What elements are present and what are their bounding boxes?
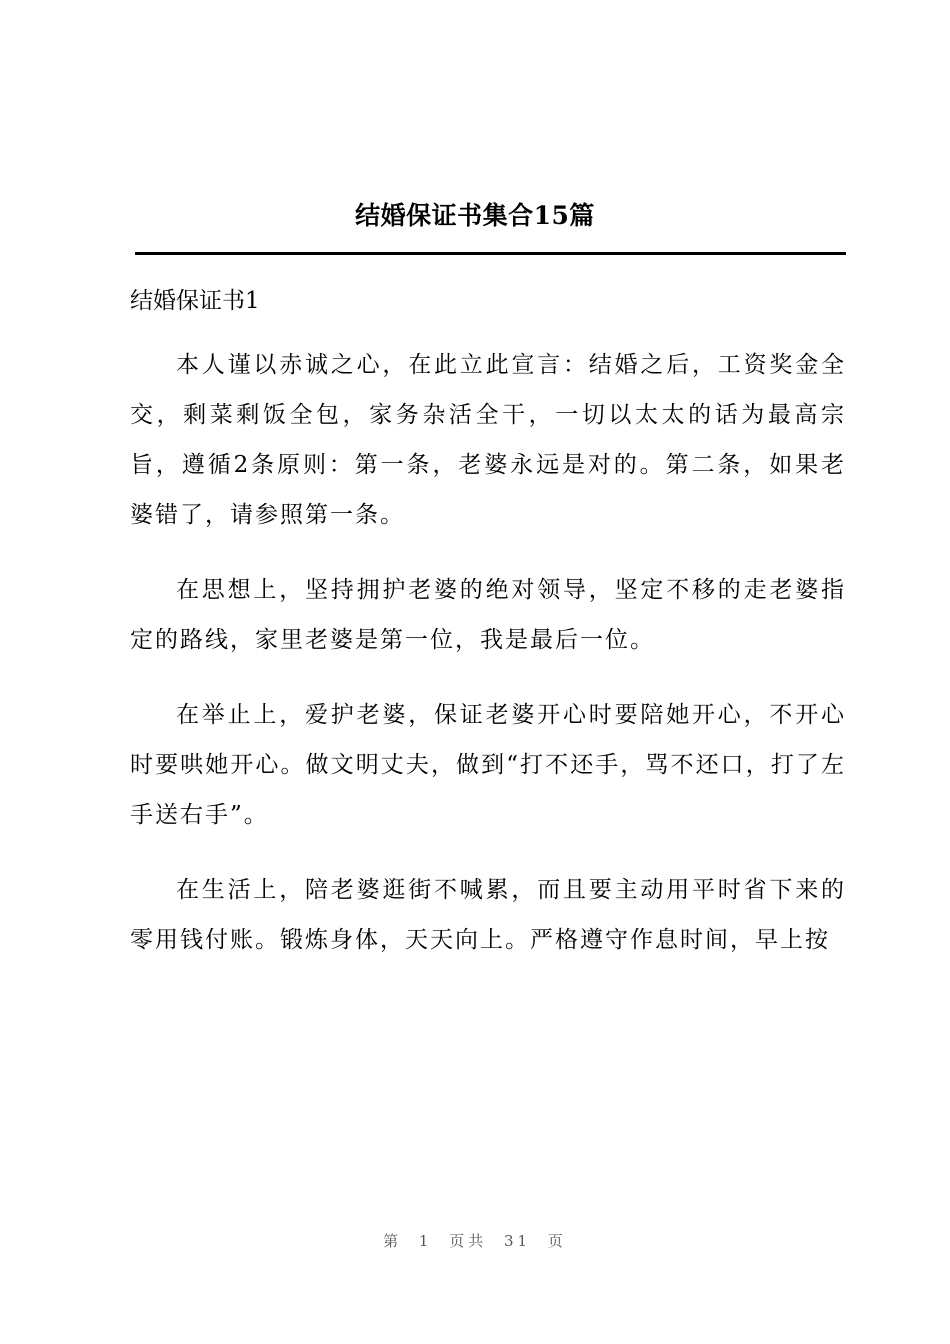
page-number-footer: 第 1 页共 31 页 bbox=[383, 1232, 567, 1250]
paragraph: 本人谨以赤诚之心，在此立此宣言：结婚之后，工资奖金全交，剩菜剩饭全包，家务杂活全干，一切以太太的话为最高宗旨，遵循2条原则：第一条，老婆永远是对的。第二条，如果老婆错了，请参照第一条。 bbox=[130, 352, 846, 528]
document-body bbox=[130, 340, 846, 990]
title-divider bbox=[135, 252, 846, 255]
document-title: 结婚保证书集合15篇 bbox=[355, 201, 595, 230]
section-heading: 结婚保证书1 bbox=[130, 288, 260, 314]
paragraph: 在生活上，陪老婆逛街不喊累，而且要主动用平时省下来的零用钱付账。锻炼身体，天天向上。严格遵守作息时间，早上按 bbox=[130, 877, 846, 953]
paragraph: 在举止上，爱护老婆，保证老婆开心时要陪她开心，不开心时要哄她开心。做文明丈夫，做到“打不还手，骂不还口，打了左手送右手”。 bbox=[130, 702, 846, 828]
paragraph: 在思想上，坚持拥护老婆的绝对领导，坚定不移的走老婆指定的路线，家里老婆是第一位，我是最后一位。 bbox=[130, 577, 846, 653]
